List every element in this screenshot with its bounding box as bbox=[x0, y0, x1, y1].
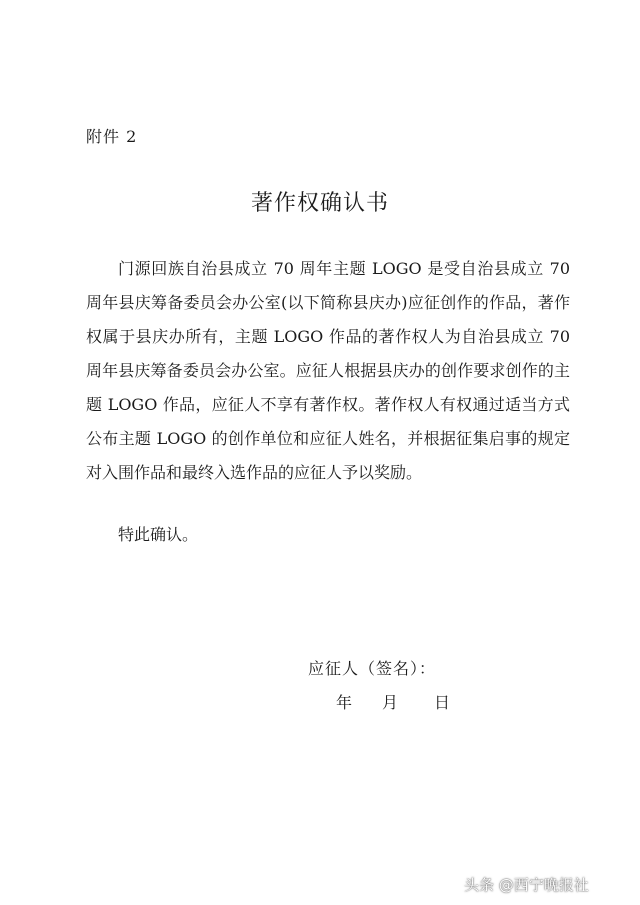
date-year: 年 bbox=[336, 693, 353, 712]
document-title: 著作权确认书 bbox=[250, 191, 389, 216]
signature-label: 应征人（签名）： bbox=[308, 659, 437, 678]
confirm-statement: 特此确认。 bbox=[118, 525, 199, 544]
watermark: 头条 @西宁晚报社 bbox=[464, 876, 589, 894]
date-day: 日 bbox=[434, 693, 451, 712]
body-paragraph: 门源回族自治县成立 70 周年主题 LOGO 是受自治县成立 70 周年县庆筹备委员会办公室(以下简称县庆办)应征创作的作品，著作权属于县庆办所有，主题 LOGO 作品的著作权人为自治县成立 70 周年县庆筹备委员会办公室。应征人根据县庆办的创作要求创作的主题 LOGO 作品，应征人不享有著作权。著作权人有权通过适当方式公布主题 LOGO 的创作单位和应征人姓名，并根据征集启事的规定对入围作品和最终入选作品的应征人予以奖励。 bbox=[86, 259, 570, 482]
date-month: 月 bbox=[382, 693, 399, 712]
date-row bbox=[336, 690, 450, 713]
attachment-label: 附件 2 bbox=[86, 127, 138, 146]
